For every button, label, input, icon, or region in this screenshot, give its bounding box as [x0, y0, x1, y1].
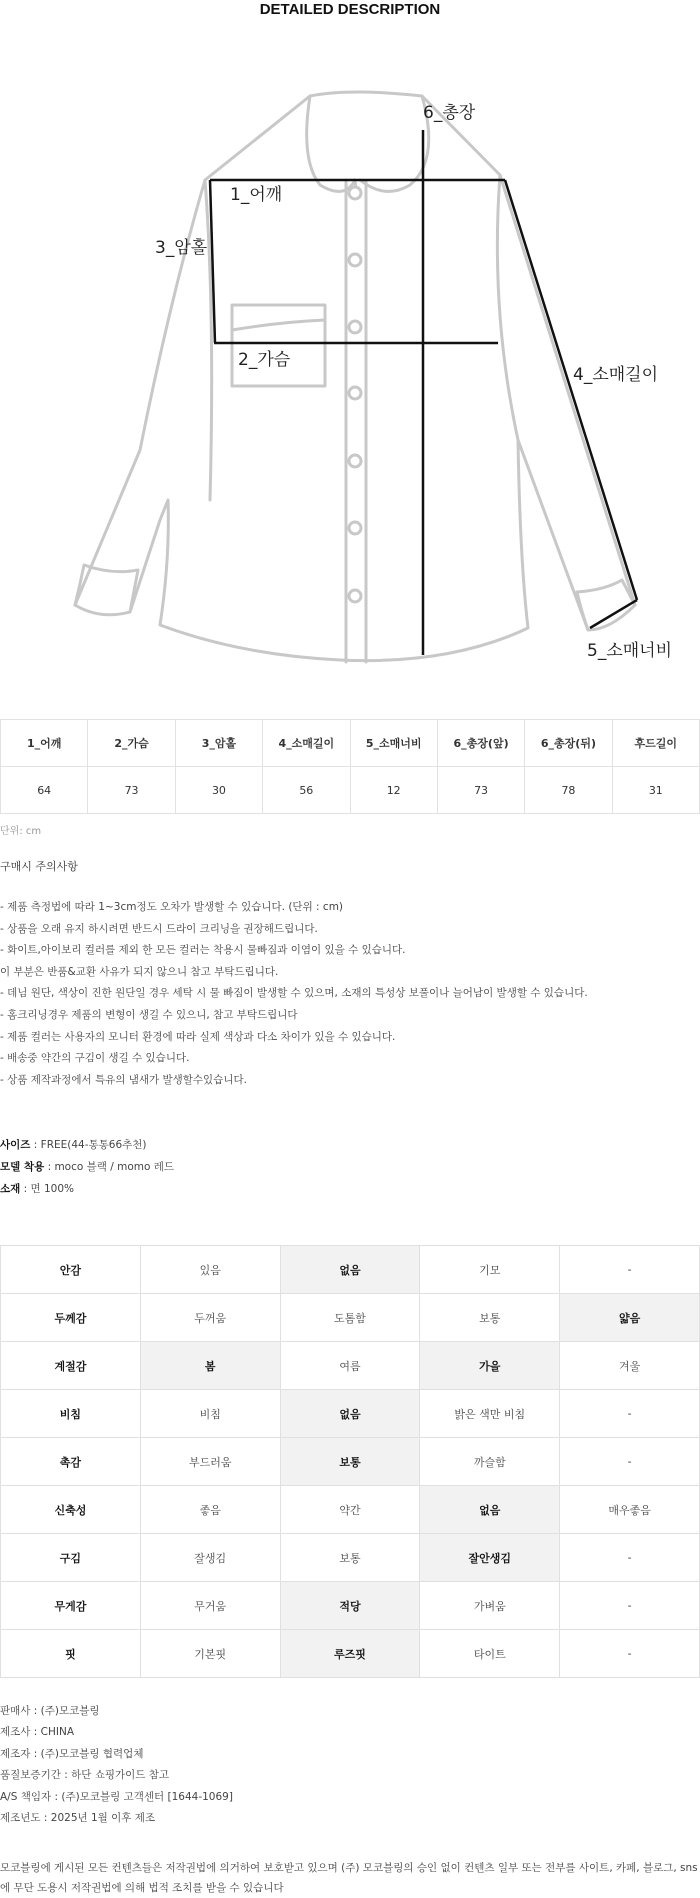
- feel-option: 기본핏: [140, 1630, 280, 1678]
- feel-category: 계절감: [1, 1342, 141, 1390]
- feel-category: 무게감: [1, 1582, 141, 1630]
- feel-option: -: [560, 1390, 700, 1438]
- spec-label: 사이즈: [0, 1139, 31, 1151]
- feel-category: 비침: [1, 1390, 141, 1438]
- feel-option: 여름: [280, 1342, 420, 1390]
- feel-option: 보통: [280, 1534, 420, 1582]
- size-value: 30: [175, 767, 262, 814]
- caution-item: - 배송중 약간의 구김이 생길 수 있습니다.: [0, 1052, 190, 1065]
- caution-item: - 홈크리닝경우 제품의 변형이 생길 수 있으니, 참고 부탁드립니다: [0, 1008, 298, 1021]
- size-value: 56: [263, 767, 350, 814]
- unit-note: 단위: cm: [0, 826, 42, 837]
- info-item: 제조년도 : 2025년 1월 이후 제조: [0, 1812, 156, 1825]
- spec-label: 모델 착용: [0, 1161, 45, 1173]
- caution-title: 구매시 주의사항: [0, 860, 78, 873]
- feel-option: 잘생김: [140, 1534, 280, 1582]
- page-title: DETAILED DESCRIPTION: [259, 1, 441, 18]
- feel-option: 부드러움: [140, 1438, 280, 1486]
- shirt-buttons: [349, 187, 361, 602]
- feel-row: [1, 1390, 700, 1438]
- size-value: 64: [1, 767, 88, 814]
- copyright-notice: 모코블링에 게시된 모든 컨텐츠들은 저작권법에 의거하여 보호받고 있으며 (주) 모코블링의 승인 없이 컨텐츠 일부 또는 전부를 사이트, 카페, 블로그, sns에 무단 도용시 저작권법에 의해 법적 조치를 받을 수 있습니다: [0, 1862, 698, 1894]
- spec-value: : moco 블랙 / momo 레드: [44, 1161, 175, 1173]
- feel-option-selected: 루즈핏: [280, 1630, 420, 1678]
- size-table-header-row: [1, 720, 700, 767]
- feel-option-selected: 없음: [280, 1390, 420, 1438]
- caution-item: 이 부분은 반품&교환 사유가 되지 않으니 참고 부탁드립니다.: [0, 965, 279, 978]
- feel-option: 밝은 색만 비침: [420, 1390, 560, 1438]
- feel-row: [1, 1246, 700, 1294]
- info-item: A/S 책임자 : (주)모코블링 고객센터 [1644-1069]: [0, 1790, 233, 1803]
- caution-item: - 상품 제작과정에서 특유의 냄새가 발생할수있습니다.: [0, 1073, 247, 1086]
- spec-size: [0, 1137, 147, 1152]
- feel-option: 두꺼움: [140, 1294, 280, 1342]
- feel-option-selected: 봄: [140, 1342, 280, 1390]
- size-table-value-row: [1, 767, 700, 814]
- feel-option: 도톰함: [280, 1294, 420, 1342]
- measurement-lines: [210, 130, 637, 655]
- caution-item: - 제품 측정법에 따라 1~3cm정도 오차가 발생할 수 있습니다. (단위 : cm): [0, 901, 344, 913]
- feel-option: 비침: [140, 1390, 280, 1438]
- feel-row: [1, 1630, 700, 1678]
- feel-category: 신축성: [1, 1486, 141, 1534]
- feel-option-selected: 적당: [280, 1582, 420, 1630]
- feel-row: [1, 1534, 700, 1582]
- shirt-measurement-diagram: [0, 80, 700, 680]
- feel-row: [1, 1486, 700, 1534]
- label-sleeve-length: 4_소매길이: [573, 365, 659, 385]
- feel-option: 좋음: [140, 1486, 280, 1534]
- feel-option: 매우좋음: [560, 1486, 700, 1534]
- feel-option-selected: 없음: [420, 1486, 560, 1534]
- feel-option: 무거움: [140, 1582, 280, 1630]
- feel-category: 두께감: [1, 1294, 141, 1342]
- feel-row: [1, 1342, 700, 1390]
- feel-option: -: [560, 1630, 700, 1678]
- fabric-feel-table: [0, 1245, 700, 1678]
- size-value: 12: [350, 767, 437, 814]
- feel-option: 겨울: [560, 1342, 700, 1390]
- feel-option: -: [560, 1582, 700, 1630]
- feel-option: -: [560, 1534, 700, 1582]
- size-header: 6_총장(뒤): [525, 720, 612, 767]
- info-item: 품질보증기간 : 하단 쇼핑가이드 참고: [0, 1769, 170, 1782]
- label-shoulder: 1_어깨: [230, 185, 283, 205]
- size-header: 4_소매길이: [263, 720, 350, 767]
- feel-row: [1, 1438, 700, 1486]
- spec-label: 소재: [0, 1183, 21, 1195]
- feel-option: 있음: [140, 1246, 280, 1294]
- feel-category: 구김: [1, 1534, 141, 1582]
- spec-value: : 면 100%: [20, 1183, 75, 1195]
- label-armhole: 3_암홀: [155, 238, 208, 258]
- size-header: 6_총장(앞): [437, 720, 524, 767]
- size-value: 73: [88, 767, 175, 814]
- spec-value: : FREE(44-통통66추천): [30, 1139, 147, 1151]
- caution-item: - 제품 컬러는 사용자의 모니터 환경에 따라 실제 색상과 다소 차이가 있을 수 있습니다.: [0, 1030, 396, 1043]
- label-chest: 2_가슴: [238, 350, 291, 370]
- info-item: 제조사 : CHINA: [0, 1726, 75, 1739]
- size-header: 1_어깨: [1, 720, 88, 767]
- feel-option-selected: 보통: [280, 1438, 420, 1486]
- feel-option: -: [560, 1246, 700, 1294]
- feel-option: 약간: [280, 1486, 420, 1534]
- feel-category: 안감: [1, 1246, 141, 1294]
- sleeve-length-line: [505, 180, 637, 600]
- feel-category: 촉감: [1, 1438, 141, 1486]
- feel-row: [1, 1294, 700, 1342]
- feel-option-selected: 가을: [420, 1342, 560, 1390]
- size-value: 31: [612, 767, 699, 814]
- product-info-list: [0, 1701, 233, 1829]
- feel-option: 타이트: [420, 1630, 560, 1678]
- size-header: 5_소매너비: [350, 720, 437, 767]
- feel-option: 가벼움: [420, 1582, 560, 1630]
- size-header: 2_가슴: [88, 720, 175, 767]
- feel-option: -: [560, 1438, 700, 1486]
- size-header: 3_암홀: [175, 720, 262, 767]
- feel-option: 까슬함: [420, 1438, 560, 1486]
- feel-row: [1, 1582, 700, 1630]
- feel-option-selected: 없음: [280, 1246, 420, 1294]
- shirt-outline: [75, 92, 635, 662]
- caution-list: [0, 897, 588, 1091]
- info-item: 제조자 : (주)모코블링 협력업체: [0, 1747, 144, 1760]
- size-value: 78: [525, 767, 612, 814]
- spec-model: [0, 1159, 174, 1174]
- caution-item: - 데님 원단, 색상이 진한 원단일 경우 세탁 시 물 빠짐이 발생할 수 있으며, 소재의 특성상 보풀이나 늘어남이 발생할 수 있습니다.: [0, 987, 588, 1000]
- caution-item: - 상품을 오래 유지 하시려면 반드시 드라이 크리닝을 권장해드립니다.: [0, 922, 318, 935]
- feel-option: 기모: [420, 1246, 560, 1294]
- size-table: [0, 719, 700, 814]
- size-header: 후드길이: [612, 720, 699, 767]
- feel-option-selected: 얇음: [560, 1294, 700, 1342]
- info-item: 판매사 : (주)모코블링: [0, 1705, 100, 1717]
- feel-option-selected: 잘안생김: [420, 1534, 560, 1582]
- size-value: 73: [437, 767, 524, 814]
- label-total-length: 6_총장: [423, 103, 476, 123]
- caution-item: - 화이트,아이보리 컬러를 제외 한 모든 컬러는 착용시 물빠짐과 이염이 있을 수 있습니다.: [0, 944, 406, 957]
- spec-material: [0, 1181, 74, 1196]
- feel-option: 보통: [420, 1294, 560, 1342]
- label-sleeve-width: 5_소매너비: [587, 641, 673, 661]
- feel-category: 핏: [1, 1630, 141, 1678]
